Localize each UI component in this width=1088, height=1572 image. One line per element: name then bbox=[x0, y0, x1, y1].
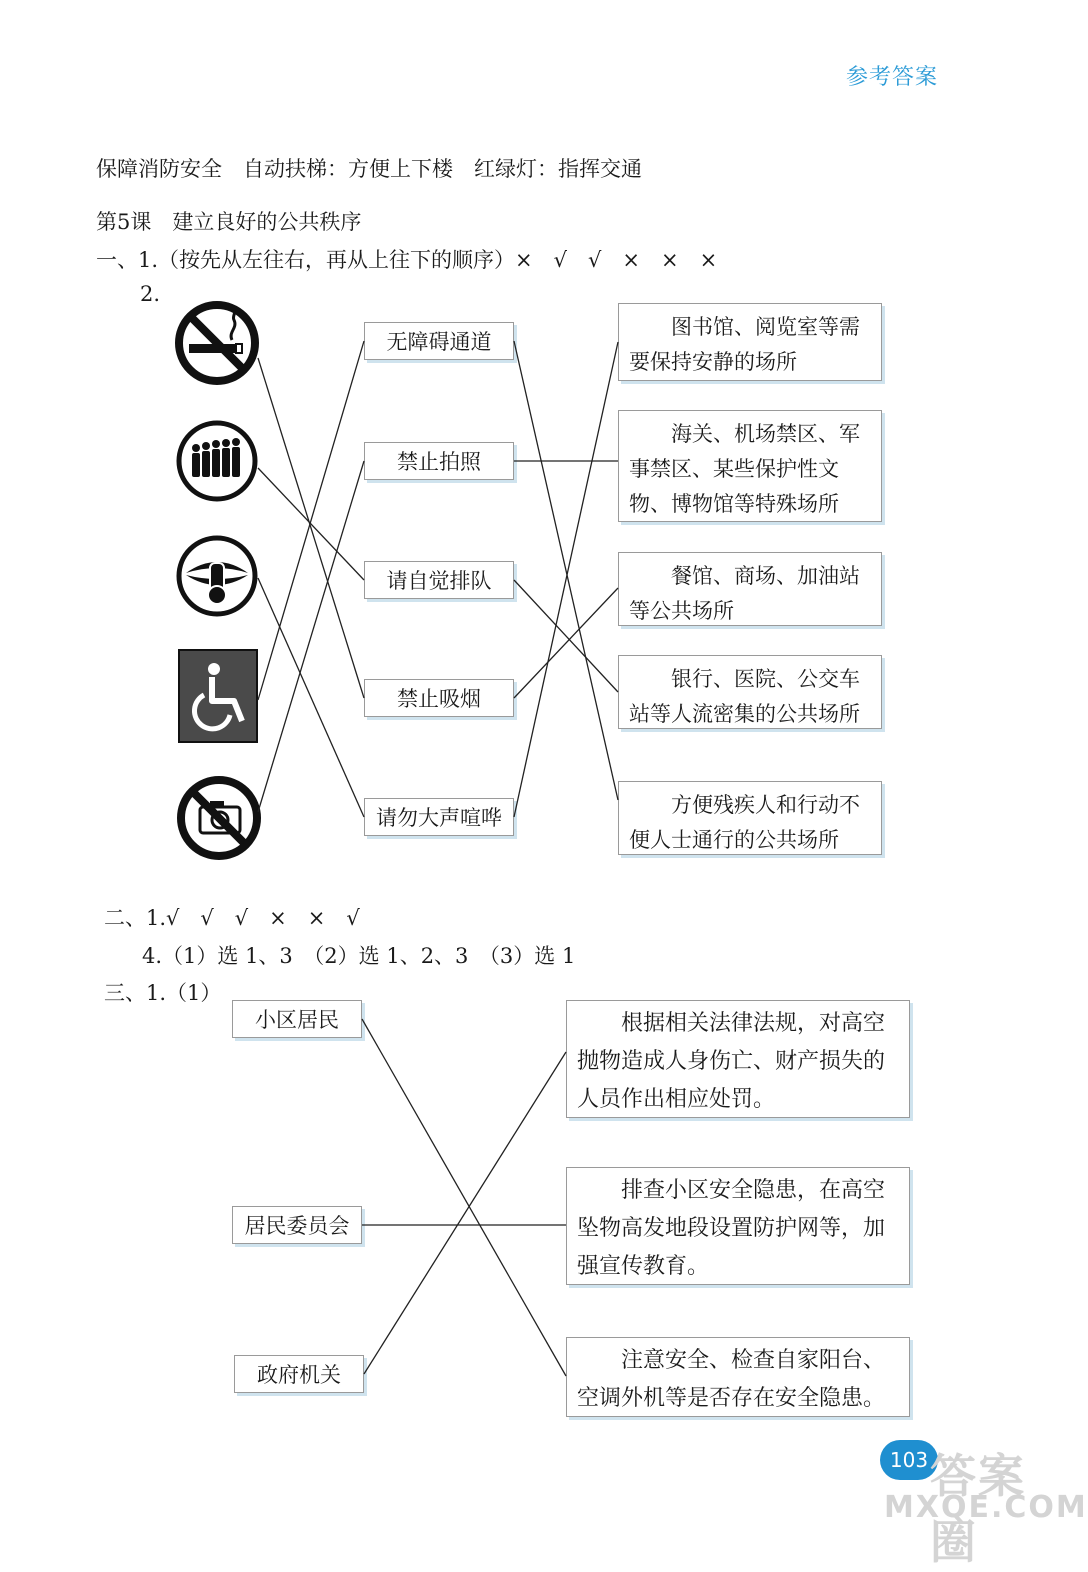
action-box-inspect: 排查小区安全隐患，在高空坠物高发地段设置防护网等，加强宣传教育。 bbox=[566, 1167, 910, 1285]
watermark-url: MXQE.COM bbox=[884, 1490, 1088, 1525]
actor-residents: 小区居民 bbox=[232, 1000, 362, 1038]
link-queue-to-place bbox=[514, 580, 618, 692]
place-box-library: 图书馆、阅览室等需要保持安静的场所 bbox=[618, 303, 882, 381]
link-no-smoking-to-place bbox=[514, 588, 618, 698]
link-no-smoking-sign-to-label bbox=[258, 358, 364, 698]
link-quiet-to-place bbox=[514, 342, 618, 817]
action-box-punish: 根据相关法律法规，对高空抛物造成人身伤亡、财产损失的人员作出相应处罚。 bbox=[566, 1000, 910, 1118]
lesson-title: 第5课 建立良好的公共秩序 bbox=[96, 210, 362, 234]
no-smoking-sign-icon bbox=[174, 300, 260, 386]
intro-line: 保障消防安全 自动扶梯：方便上下楼 红绿灯：指挥交通 bbox=[96, 157, 642, 181]
link-government-to-action bbox=[364, 1052, 566, 1374]
sign-label-no-smoking: 禁止吸烟 bbox=[364, 679, 514, 717]
link-no-photo-sign-to-label bbox=[258, 461, 364, 812]
page-number: 103 bbox=[880, 1440, 938, 1480]
sign-label-quiet: 请勿大声喧哗 bbox=[364, 798, 514, 836]
quiet-sign-icon bbox=[174, 533, 260, 619]
no-photography-sign-icon bbox=[176, 775, 262, 861]
question-3-1: 三、1.（1） bbox=[104, 981, 222, 1005]
link-residents-to-action bbox=[362, 1019, 566, 1376]
link-barrier-free-to-place bbox=[514, 341, 618, 800]
question-1-2-label: 2. bbox=[140, 282, 161, 306]
watermark-logo: 答案圈 bbox=[930, 1449, 1026, 1569]
header-tag: 参考答案 bbox=[846, 65, 939, 90]
link-quiet-sign-to-label bbox=[258, 578, 364, 817]
sign-label-queue: 请自觉排队 bbox=[364, 561, 514, 599]
queue-sign-icon bbox=[174, 418, 260, 504]
wheelchair-access-sign-icon bbox=[178, 649, 258, 743]
link-queue-sign-to-label bbox=[258, 468, 364, 580]
place-box-public-places: 餐馆、商场、加油站等公共场所 bbox=[618, 552, 882, 626]
question-1-1: 一、1.（按先从左往右，再从上往下的顺序）× √ √ × × × bbox=[96, 248, 718, 272]
question-2-4: 4.（1）选 1、3 （2）选 1、2、3 （3）选 1 bbox=[142, 944, 576, 968]
actor-government: 政府机关 bbox=[234, 1355, 364, 1393]
action-box-safety: 注意安全、检查自家阳台、空调外机等是否存在安全隐患。 bbox=[566, 1337, 910, 1417]
sign-label-barrier-free: 无障碍通道 bbox=[364, 322, 514, 360]
question-2-1: 二、1.√ √ √ × × √ bbox=[104, 906, 360, 930]
link-wheelchair-sign-to-label bbox=[258, 341, 364, 700]
sign-label-no-photo: 禁止拍照 bbox=[364, 442, 514, 480]
place-box-crowded-places: 银行、医院、公交车站等人流密集的公共场所 bbox=[618, 655, 882, 729]
place-box-special-sites: 海关、机场禁区、军事禁区、某些保护性文物、博物馆等特殊场所 bbox=[618, 410, 882, 522]
place-box-accessible-places: 方便残疾人和行动不便人士通行的公共场所 bbox=[618, 781, 882, 855]
actor-residents-committee: 居民委员会 bbox=[232, 1206, 362, 1244]
